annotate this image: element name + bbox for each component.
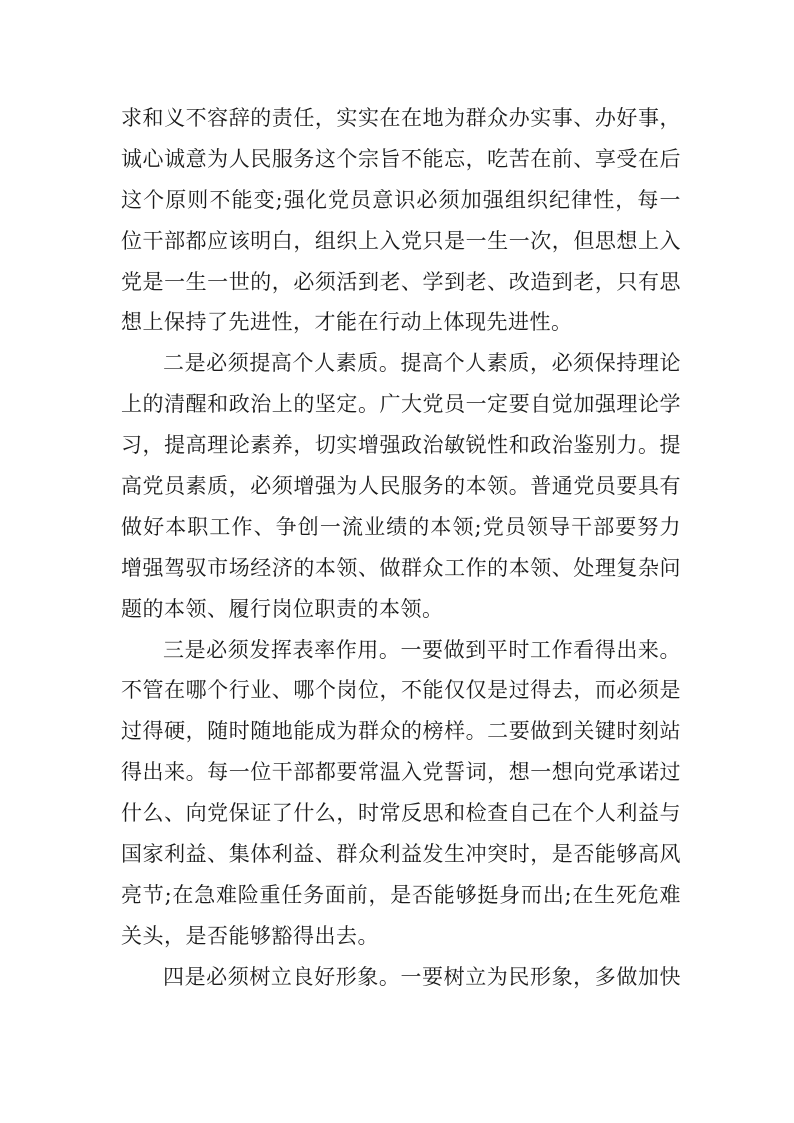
text-line: 这个原则不能变;强化党员意识必须加强组织纪律性，每一 <box>121 187 681 212</box>
text-line: 高党员素质，必须增强为人民服务的本领。普通党员要具有 <box>121 474 681 499</box>
text-line: 位干部都应该明白，组织上入党只是一生一次，但思想上入 <box>121 228 681 253</box>
text-line: 做好本职工作、争创一流业绩的本领;党员领导干部要努力 <box>121 514 681 539</box>
paragraph-first-line: 二是必须提高个人素质。提高个人素质，必须保持理论 <box>163 351 681 376</box>
text-line: 题的本领、履行岗位职责的本领。 <box>121 596 444 621</box>
text-line: 什么、向党保证了什么，时常反思和检查自己在个人利益与 <box>121 801 681 826</box>
text-line: 增强驾驭市场经济的本领、做群众工作的本领、处理复杂问 <box>121 555 681 580</box>
text-line: 国家利益、集体利益、群众利益发生冲突时，是否能够高风 <box>121 842 681 867</box>
text-line: 过得硬，随时随地能成为群众的榜样。二要做到关键时刻站 <box>121 719 681 744</box>
text-line: 想上保持了先进性，才能在行动上体现先进性。 <box>121 310 573 335</box>
paragraph-first-line: 四是必须树立良好形象。一要树立为民形象，多做加快 <box>163 964 681 989</box>
text-line: 得出来。每一位干部都要常温入党誓词，想一想向党承诺过 <box>121 760 681 785</box>
text-line: 上的清醒和政治上的坚定。广大党员一定要自觉加强理论学 <box>121 392 681 417</box>
paragraph-first-line: 三是必须发挥表率作用。一要做到平时工作看得出来。 <box>163 637 681 662</box>
text-line: 关头，是否能够豁得出去。 <box>121 923 379 948</box>
text-line: 亮节;在急难险重任务面前，是否能够挺身而出;在生死危难 <box>121 882 681 907</box>
text-line: 求和义不容辞的责任，实实在在地为群众办实事、办好事， <box>121 106 681 130</box>
text-line: 诚心诚意为人民服务这个宗旨不能忘，吃苦在前、享受在后 <box>121 146 681 171</box>
text-line: 不管在哪个行业、哪个岗位，不能仅仅是过得去，而必须是 <box>121 678 681 703</box>
text-line: 习，提高理论素养，切实增强政治敏锐性和政治鉴别力。提 <box>121 433 681 458</box>
body-text <box>121 98 681 998</box>
text-line: 党是一生一世的，必须活到老、学到老、改造到老，只有思 <box>121 269 681 294</box>
